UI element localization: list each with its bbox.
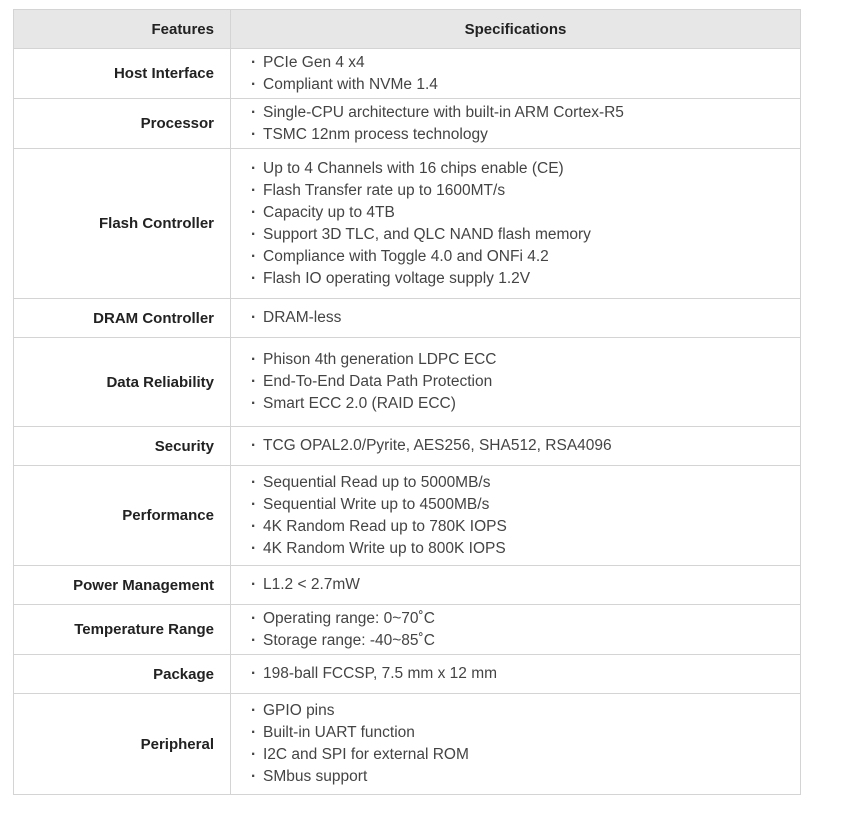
- spec-cell: [231, 149, 801, 299]
- spec-item: · GPIO pins: [251, 700, 792, 722]
- spec-cell: [231, 427, 801, 466]
- spec-cell: [231, 566, 801, 605]
- spec-item: · End-To-End Data Path Protection: [251, 371, 792, 393]
- spec-list: [251, 574, 792, 596]
- spec-cell: [231, 605, 801, 655]
- spec-list: [251, 349, 792, 415]
- table-row: [14, 655, 801, 694]
- spec-item: · Flash Transfer rate up to 1600MT/s: [251, 180, 792, 202]
- spec-cell: [231, 466, 801, 566]
- feature-cell: Package: [14, 655, 231, 694]
- spec-cell: [231, 299, 801, 338]
- table-header-row: [14, 10, 801, 49]
- spec-table: [13, 9, 801, 795]
- spec-list: [251, 307, 792, 329]
- spec-item: · Sequential Read up to 5000MB/s: [251, 472, 792, 494]
- spec-item: · L1.2 < 2.7mW: [251, 574, 792, 596]
- spec-item: · Support 3D TLC, and QLC NAND flash memory: [251, 224, 792, 246]
- header-features: Features: [14, 10, 231, 49]
- spec-item: · PCIe Gen 4 x4: [251, 52, 792, 74]
- table-row: [14, 694, 801, 795]
- table-body: [14, 49, 801, 795]
- spec-item: · Smart ECC 2.0 (RAID ECC): [251, 393, 792, 415]
- spec-item: · Phison 4th generation LDPC ECC: [251, 349, 792, 371]
- feature-cell: Power Management: [14, 566, 231, 605]
- feature-cell: Data Reliability: [14, 338, 231, 427]
- spec-item: · Compliant with NVMe 1.4: [251, 74, 792, 96]
- spec-cell: [231, 49, 801, 99]
- table-row: [14, 566, 801, 605]
- spec-list: [251, 663, 792, 685]
- spec-list: [251, 102, 792, 146]
- spec-item: · 198-ball FCCSP, 7.5 mm x 12 mm: [251, 663, 792, 685]
- spec-item: · TCG OPAL2.0/Pyrite, AES256, SHA512, RSA4096: [251, 435, 792, 457]
- feature-cell: Security: [14, 427, 231, 466]
- feature-cell: Processor: [14, 99, 231, 149]
- spec-item: · SMbus support: [251, 766, 792, 788]
- spec-item: · Operating range: 0~70˚C: [251, 608, 792, 630]
- spec-item: · Storage range: -40~85˚C: [251, 630, 792, 652]
- table-row: [14, 427, 801, 466]
- spec-list: [251, 608, 792, 652]
- spec-list: [251, 435, 792, 457]
- feature-cell: Performance: [14, 466, 231, 566]
- feature-cell: Host Interface: [14, 49, 231, 99]
- spec-item: · Sequential Write up to 4500MB/s: [251, 494, 792, 516]
- spec-item: · 4K Random Write up to 800K IOPS: [251, 538, 792, 560]
- spec-item: · Built-in UART function: [251, 722, 792, 744]
- spec-cell: [231, 338, 801, 427]
- table-row: [14, 49, 801, 99]
- table-row: [14, 149, 801, 299]
- spec-list: [251, 700, 792, 788]
- feature-cell: Peripheral: [14, 694, 231, 795]
- table-row: [14, 605, 801, 655]
- feature-cell: Temperature Range: [14, 605, 231, 655]
- spec-cell: [231, 694, 801, 795]
- spec-cell: [231, 99, 801, 149]
- spec-item: · I2C and SPI for external ROM: [251, 744, 792, 766]
- table-row: [14, 338, 801, 427]
- spec-item: · Single-CPU architecture with built-in ARM Cortex-R5: [251, 102, 792, 124]
- spec-cell: [231, 655, 801, 694]
- spec-item: · Compliance with Toggle 4.0 and ONFi 4.2: [251, 246, 792, 268]
- spec-list: [251, 52, 792, 96]
- spec-item: · Flash IO operating voltage supply 1.2V: [251, 268, 792, 290]
- feature-cell: DRAM Controller: [14, 299, 231, 338]
- table-row: [14, 299, 801, 338]
- spec-item: · Capacity up to 4TB: [251, 202, 792, 224]
- table-row: [14, 466, 801, 566]
- spec-item: · TSMC 12nm process technology: [251, 124, 792, 146]
- spec-list: [251, 158, 792, 290]
- table-row: [14, 99, 801, 149]
- header-specifications: Specifications: [231, 10, 801, 49]
- spec-item: · DRAM-less: [251, 307, 792, 329]
- spec-item: · Up to 4 Channels with 16 chips enable (CE): [251, 158, 792, 180]
- feature-cell: Flash Controller: [14, 149, 231, 299]
- spec-item: · 4K Random Read up to 780K IOPS: [251, 516, 792, 538]
- spec-list: [251, 472, 792, 560]
